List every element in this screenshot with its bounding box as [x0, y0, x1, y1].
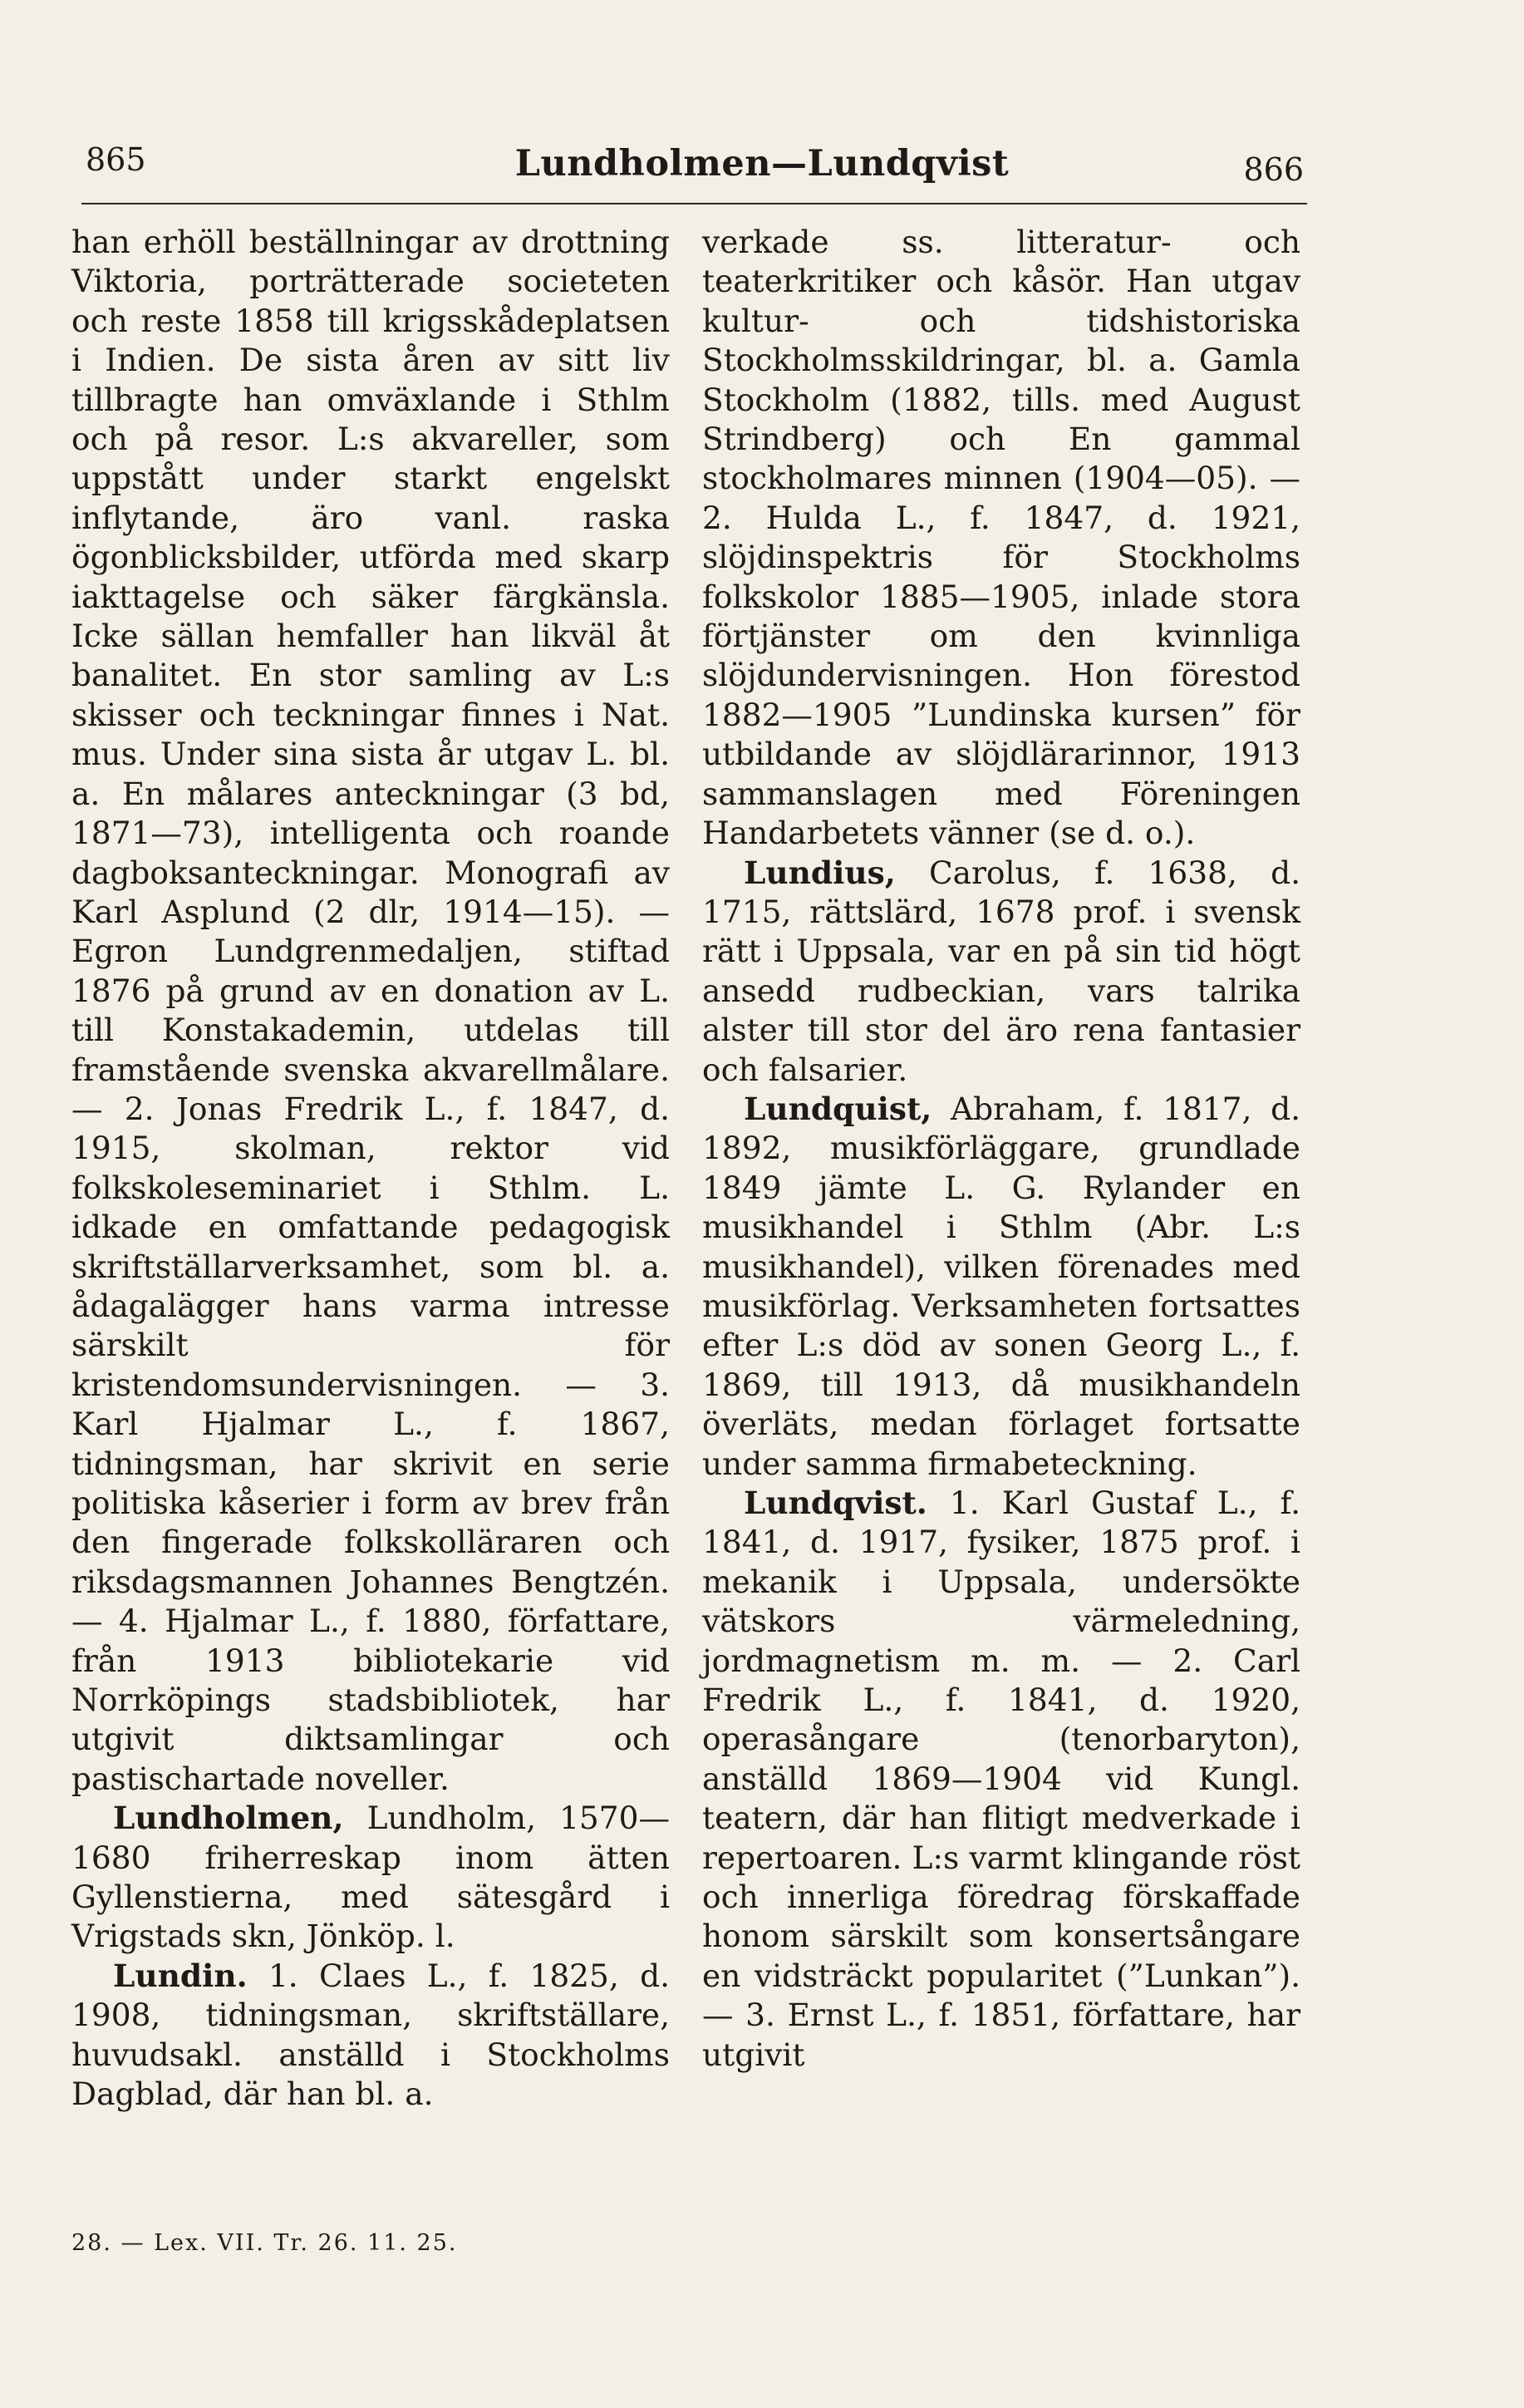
left-column: [71, 223, 670, 2115]
page-header: [0, 135, 1524, 193]
entry-text: han erhöll beställningar av drottning Viktoria, porträtterade societeten och reste 1858 till krigsskådeplatsen i Indien. De sista åren av sitt liv tillbragte han omväxlande i Sthlm och på resor. L:s akvareller, som uppstått under starkt engelskt inflytande, äro vanl. raska ögonblicksbilder, utförda med skarp iakttagelse och säker färgkänsla. Icke sällan hemfaller han likväl åt banalitet. En stor samling av L:s skisser och teckningar finnes i Nat. mus. Under sina sista år utgav L. bl. a. En målares anteckningar (3 bd, 1871—73), intelligenta och roande dagboksanteckningar. Monografi av Karl Asplund (2 dlr, 1914—15). — Egron Lundgrenmedaljen, stiftad 1876 på grund av en donation av L. till Konstakademin, utdelas till framstående svenska akvarellmålare. — 2. Jonas Fredrik L., f. 1847, d. 1915, skolman, rektor vid folkskoleseminariet i Sthlm. L. idkade en omfattande pedagogisk skriftställarverksamhet, som bl. a. ådagalägger hans varma intresse särskilt för kristendomsundervisningen. — 3. Karl Hjalmar L., f. 1867, tidningsman, har skrivit en serie politiska kåserier i form av brev från den fingerade folkskolläraren och riksdagsmannen Johannes Bengtzén. — 4. Hjalmar L., f. 1880, författare, från 1913 bibliotekarie vid Norrköpings stadsbibliotek, har utgivit diktsamlingar och pastischartade noveller.: [71, 224, 670, 1797]
entry-text: Carolus, f. 1638, d. 1715, rättslärd, 1678 prof. i svensk rätt i Uppsala, var en på sin tid högt ansedd rudbeckian, vars talrika alster till stor del äro rena fantasier och falsarier.: [702, 854, 1300, 1088]
entry-text: 1. Karl Gustaf L., f. 1841, d. 1917, fysiker, 1875 prof. i mekanik i Uppsala, undersökte vätskors värmeledning, jordmagnetism m. m. — 2. Carl Fredrik L., f. 1841, d. 1920, operasångare (tenorbaryton), anställd 1869—1904 vid Kungl. teatern, där han flitigt medverkade i repertoaren. L:s varmt klingande röst och innerliga föredrag förskaffade honom särskilt som konsertsångare en vidsträckt popularitet (”Lunkan”). — 3. Ernst L., f. 1851, författare, har utgivit: [702, 1485, 1300, 2073]
entry-text: 1. Claes L., f. 1825, d. 1908, tidningsman, skriftställare, huvudsakl. anställd i Stockholms Dagblad, där han bl. a.: [71, 1957, 670, 2113]
entry-lundholmen: [71, 1799, 670, 1957]
entry-text: Abraham, f. 1817, d. 1892, musikförläggare, grundlade 1849 jämte L. G. Rylander en musikhandel i Sthlm (Abr. L:s musikhandel), vilken förenades med musikförlag. Verksamheten fortsattes efter L:s död av sonen Georg L., f. 1869, till 1913, då musikhandeln överläts, medan förlaget fortsatte under samma firmabeteckning.: [702, 1090, 1300, 1482]
page-number-right: 866: [1243, 151, 1304, 188]
entry-continuation: [702, 223, 1300, 854]
headword: Lundius,: [744, 854, 896, 891]
header-rule: [81, 203, 1307, 204]
right-column: [702, 223, 1300, 2075]
entry-lundin: [71, 1957, 670, 2115]
entry-continuation: [71, 223, 670, 1799]
entry-lundquist: [702, 1090, 1300, 1484]
running-head: Lundholmen—Lundqvist: [514, 143, 1010, 185]
entry-text: Lundholm, 1570—1680 friherreskap inom ätten Gyllenstierna, med sätesgård i Vrigstads skn, Jönköp. l.: [71, 1800, 670, 1955]
entry-lundqvist: [702, 1484, 1300, 2075]
printer-signature: 28. — Lex. VII. Tr. 26. 11. 25.: [71, 2230, 458, 2256]
page-number-left: 865: [86, 141, 146, 178]
headword: Lundqvist.: [744, 1485, 927, 1521]
headword: Lundquist,: [744, 1090, 932, 1127]
entry-text: verkade ss. litteratur- och teaterkritiker och kåsör. Han utgav kultur- och tidshistoriska Stockholmsskildringar, bl. a. Gamla Stockholm (1882, tills. med August Strindberg) och En gammal stockholmares minnen (1904—05). — 2. Hulda L., f. 1847, d. 1921, slöjdinspektris för Stockholms folkskolor 1885—1905, inlade stora förtjänster om den kvinnliga slöjdundervisningen. Hon förestod 1882—1905 ”Lundinska kursen” för utbildande av slöjdlärarinnor, 1913 sammanslagen med Föreningen Handarbetets vänner (se d. o.).: [702, 224, 1300, 852]
entry-lundius: [702, 854, 1300, 1090]
headword: Lundholmen,: [113, 1800, 344, 1837]
headword: Lundin.: [113, 1957, 248, 1994]
